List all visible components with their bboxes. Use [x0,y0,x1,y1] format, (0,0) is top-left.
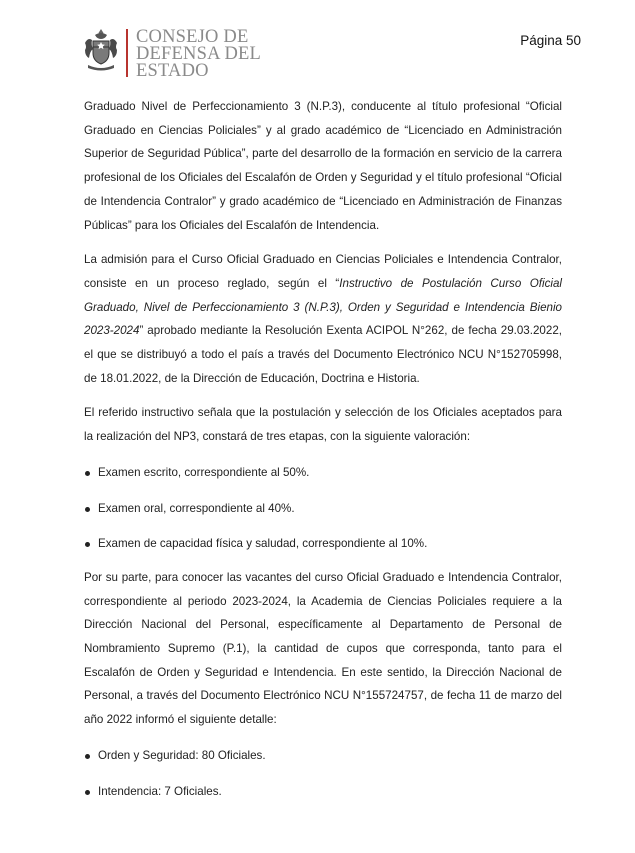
instructivo-title: Instructivo de Postulación Curso Oficial Graduado, Nivel de Perfeccionamiento 3 (N.P.3), Orden y Seguridad e Intendencia Bienio 2023-2024 [84,276,562,338]
bullet-icon [85,507,90,512]
org-line-3: ESTADO [136,61,209,81]
document-body [84,95,562,803]
list-item: Intendencia: 7 Oficiales. [84,780,562,804]
header-divider [126,29,128,77]
page-header [0,0,635,90]
bullet-icon [85,790,90,795]
bullet-icon [85,754,90,759]
paragraph-2-rest: ” aprobado mediante la Resolución Exenta ACIPOL N°262, de fecha 29.03.2022, el que se distribuyó a todo el país a través del Documento Electrónico NCU N°152705998, de 18.01.2022, de la Dirección de Educación, Doctrina e Historia. [84,324,562,385]
list-item: Examen escrito, correspondiente al 50%. [84,461,562,485]
paragraph-3: El referido instructivo señala que la postulación y selección de los Oficiales aceptados para la realización del NP3, constará de tres etapas, con la siguiente valoración: [84,406,562,444]
paragraph-1: Graduado Nivel de Perfeccionamiento 3 (N.P.3), conducente al título profesional “Oficial Graduado en Ciencias Policiales” y al grado académico de “Licenciado en Administración Superior de Seguridad Pública”, parte del desarrollo de la formación en servicio de la carrera profesional de los Oficiales del Escalafón de Orden y Seguridad y el título profesional “Oficial de Intendencia Contralor” y grado académico de “Licenciado en Administración de Finanzas Públicas” para los Oficiales del Escalafón de Intendencia. [84,100,562,232]
paragraph-4: Por su parte, para conocer las vacantes del curso Oficial Graduado e Intendencia Contralor, correspondiente al periodo 2023-2024, la Academia de Ciencias Policiales requiere a la Dirección Nacional del Personal, específicamente al Departamento de Personal de Nombramiento Supremo (P.1), la cantidad de cupos que corresponda, tanto para el Escalafón de Orden y Seguridad e Intendencia. En este sentido, la Dirección Nacional de Personal, a través del Documento Electrónico NCU N°155724757, de fecha 11 de marzo del año 2022 informó el siguiente detalle: [84,570,562,727]
list-item: Orden y Seguridad: 80 Oficiales. [84,744,562,768]
chile-coat-of-arms-icon [82,27,120,71]
bullet-icon [85,471,90,476]
list-item: Examen de capacidad física y saludad, correspondiente al 10%. [84,532,562,556]
list-item: Examen oral, correspondiente al 40%. [84,497,562,521]
bullet-icon [85,542,90,547]
page-number: Página 50 [520,33,581,48]
paragraph-2 [84,248,562,390]
paragraph-2-intro: La admisión para el Curso Oficial Graduado en Ciencias Policiales e Intendencia Contralor, consiste en un proceso reglado, según el “ [84,253,562,290]
org-line-1: CONSEJO DE [136,27,249,47]
org-line-2: DEFENSA DEL [136,44,262,64]
organization-name [136,29,261,80]
